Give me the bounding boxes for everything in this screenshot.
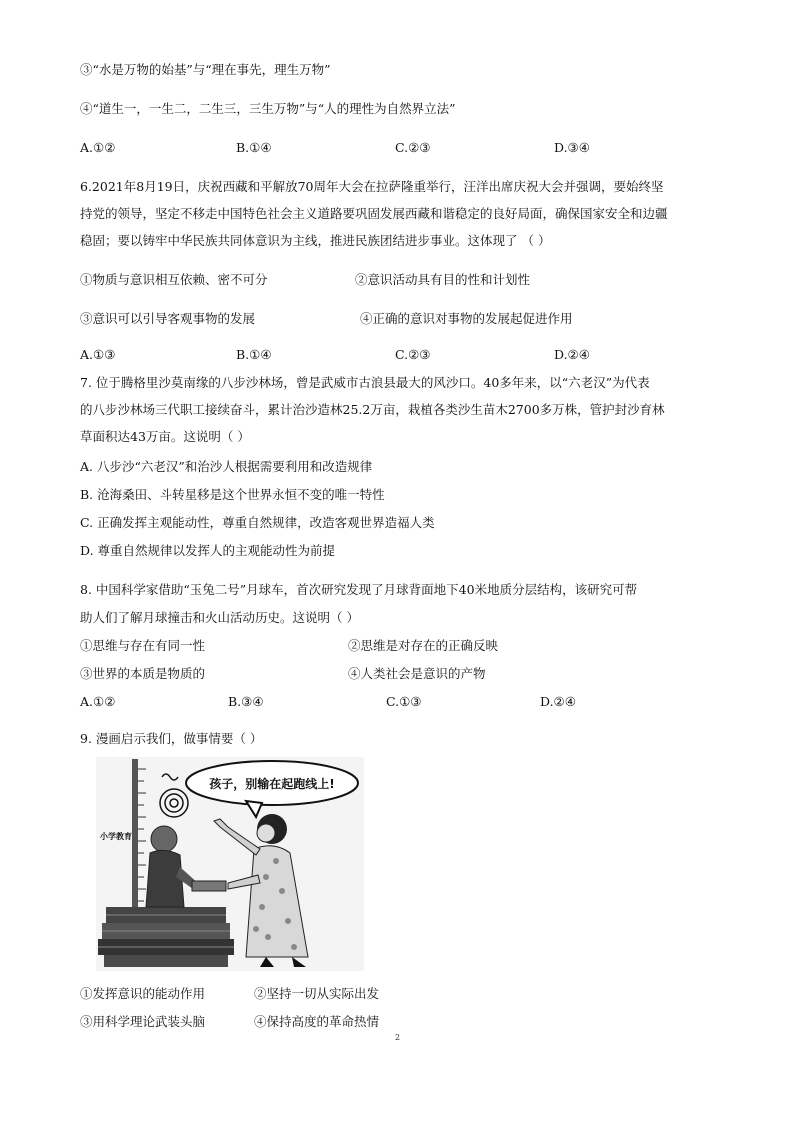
q8-choice-c: C.①③ xyxy=(386,694,422,709)
q5-option-4: ④“道生一，一生二，二生三，三生万物”与“人的理性为自然界立法” xyxy=(80,101,456,116)
q9-option-3: ③用科学理论武装头脑 xyxy=(80,1014,206,1029)
q8-option-3: ③世界的本质是物质的 xyxy=(80,666,206,681)
q6-stem-line-1: 6.2021年8月19日，庆祝西藏和平解放70周年大会在拉萨隆重举行，汪洋出席庆祝大会并强调，要始终坚 xyxy=(80,179,664,194)
q8-option-1: ①思维与存在有同一性 xyxy=(80,638,206,653)
q9-option-4: ④保持高度的革命热情 xyxy=(254,1014,380,1029)
q8-choice-d: D.②④ xyxy=(540,694,576,709)
q6-stem-line-2: 持党的领导，坚定不移走中国特色社会主义道路要巩固发展西藏和谐稳定的良好局面，确保国家安全和边疆 xyxy=(80,206,668,221)
q8-choice-a: A.①② xyxy=(80,694,116,709)
q6-option-4: ④正确的意识对事物的发展起促进作用 xyxy=(360,311,573,326)
q6-option-3: ③意识可以引导客观事物的发展 xyxy=(80,311,256,326)
page-number: 2 xyxy=(395,1033,401,1042)
q8-stem-line-2: 助人们了解月球撞击和火山活动历史。这说明（ ） xyxy=(80,610,359,625)
q8-choice-b: B.③④ xyxy=(228,694,264,709)
q9-stem: 9. 漫画启示我们，做事情要（ ） xyxy=(80,731,263,746)
q6-choice-d: D.②④ xyxy=(554,347,590,362)
q7-option-b: B. 沧海桑田、斗转星移是这个世界永恒不变的唯一特性 xyxy=(80,487,385,502)
q5-option-3: ③“水是万物的始基”与“理在事先，理生万物” xyxy=(80,62,331,77)
pole-label: 小学教育 xyxy=(100,832,132,841)
q7-option-a: A. 八步沙“六老汉”和治沙人根据需要利用和改造规律 xyxy=(80,459,373,474)
q7-option-d: D. 尊重自然规律以发挥人的主观能动性为前提 xyxy=(80,543,336,558)
q8-option-2: ②思维是对存在的正确反映 xyxy=(348,638,499,653)
q7-option-c: C. 正确发挥主观能动性，尊重自然规律，改造客观世界造福人类 xyxy=(80,515,435,530)
q5-choice-a: A.①② xyxy=(80,140,116,155)
q9-option-1: ①发挥意识的能动作用 xyxy=(80,986,206,1001)
q6-stem-line-3: 稳固；要以铸牢中华民族共同体意识为主线，推进民族团结进步事业。这体现了 （ ） xyxy=(80,233,551,248)
q8-stem-line-1: 8. 中国科学家借助“玉兔二号”月球车，首次研究发现了月球背面地下40米地质分层结构，该研究可帮 xyxy=(80,582,638,597)
cartoon-drawing xyxy=(96,757,364,971)
q6-choice-c: C.②③ xyxy=(395,347,431,362)
q6-choice-b: B.①④ xyxy=(236,347,272,362)
q8-option-4: ④人类社会是意识的产物 xyxy=(348,666,486,681)
speech-bubble-text: 孩子，别输在起跑线上! xyxy=(209,777,335,791)
q6-option-1: ①物质与意识相互依赖、密不可分 xyxy=(80,272,268,287)
q5-choice-c: C.②③ xyxy=(395,140,431,155)
book-in-hand xyxy=(192,881,226,891)
cartoon-illustration xyxy=(96,757,364,971)
q9-option-2: ②坚持一切从实际出发 xyxy=(254,986,380,1001)
q6-choice-a: A.①③ xyxy=(80,347,116,362)
q7-stem-line-3: 草面积达43万亩。这说明（ ） xyxy=(80,429,250,444)
q7-stem-line-1: 7. 位于腾格里沙莫南缘的八步沙林场，曾是武威市古浪县最大的风沙口。40多年来，以“六老汉”为代表 xyxy=(80,375,650,390)
q7-stem-line-2: 的八步沙林场三代职工接续奋斗，累计治沙造林25.2万亩，栽植各类沙生苗木2700多万株，管护封沙育林 xyxy=(80,402,665,417)
book-stack xyxy=(98,907,234,967)
q6-option-2: ②意识活动具有目的性和计划性 xyxy=(355,272,531,287)
q5-choice-b: B.①④ xyxy=(236,140,272,155)
q5-choice-d: D.③④ xyxy=(554,140,590,155)
